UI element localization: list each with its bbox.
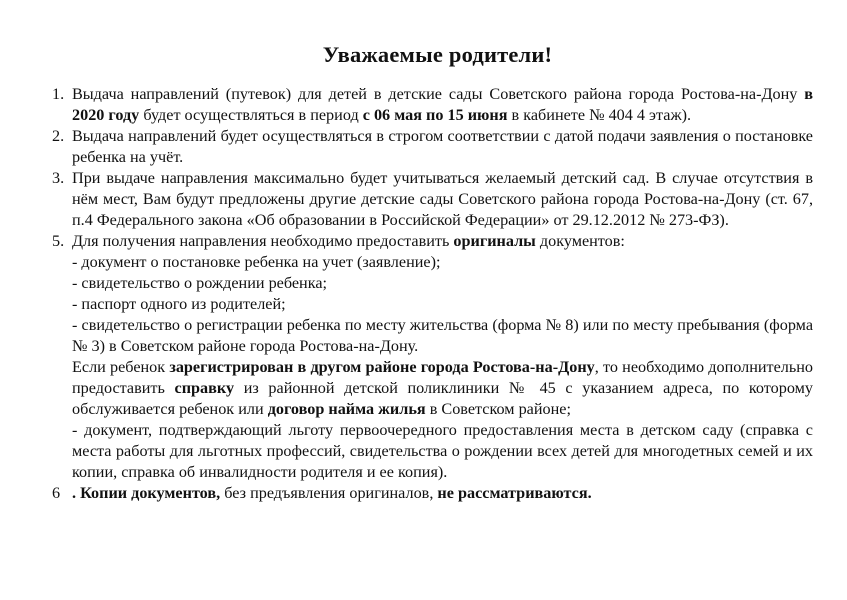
registration-condition: Если ребенок зарегистрирован в другом районе города Ростова-на-Дону, то необходимо дополнительно предоставить справку из районной детской поликлиники № 45 с указанием адреса, по которому обслуживается ребенок или договор найма жилья в Советском районе;	[72, 358, 814, 418]
list-item-3	[52, 168, 813, 231]
document-requirement: - свидетельство о регистрации ребенка по месту жительства (форма № 8) или по месту пребывания (форма № 3) в Советском районе города Ростова-на-Дону.	[72, 316, 813, 355]
document-requirement: - свидетельство о рождении ребенка;	[72, 274, 328, 292]
item-number: 3.	[52, 169, 65, 187]
item-intro: Для получения направления необходимо предоставить оригиналы документов:	[72, 232, 625, 250]
page-title: Уважаемые родители!	[322, 42, 553, 67]
item-text: Выдача направлений (путевок) для детей в детские сады Советского района города Ростова-на-Дону в 2020 году будет осуществляться в период с 06 мая по 15 июня в кабинете № 404 4 этаж).	[72, 85, 813, 124]
item-text: . Копии документов, без предъявления оригиналов, не рассматриваются.	[72, 484, 592, 502]
list-item-2	[52, 126, 813, 168]
item-text: При выдаче направления максимально будет учитываться желаемый детский сад. В случае отсутствия в нём мест, Вам будут предложены другие детские сады Советского района города Ростова-на-Дону (ст. 67, п.4 Федерального закона «Об образовании в Российской Федерации» от 29.12.2012 № 273-ФЗ).	[72, 169, 813, 229]
item-number: 2.	[52, 127, 65, 145]
document-requirement: - паспорт одного из родителей;	[72, 295, 286, 313]
document-requirement: - документ, подтверждающий льготу первоочередного предоставления места в детском саду (справка с места работы для льготных профессий, свидетельства о рождении всех детей для многодетных семей и их копии, справка об инвалидности родителя и ее копия).	[72, 421, 813, 481]
list-item-6	[52, 483, 813, 504]
document-requirement: - документ о постановке ребенка на учет (заявление);	[72, 253, 441, 271]
item-text: Выдача направлений будет осуществляться в строгом соответствии с датой подачи заявления о постановке ребенка на учёт.	[72, 127, 813, 166]
item-number: 5.	[52, 232, 65, 250]
item-number: 1.	[52, 85, 65, 103]
list-item-5	[52, 231, 813, 483]
item-number: 6	[52, 484, 61, 502]
list-item-1	[52, 84, 813, 126]
